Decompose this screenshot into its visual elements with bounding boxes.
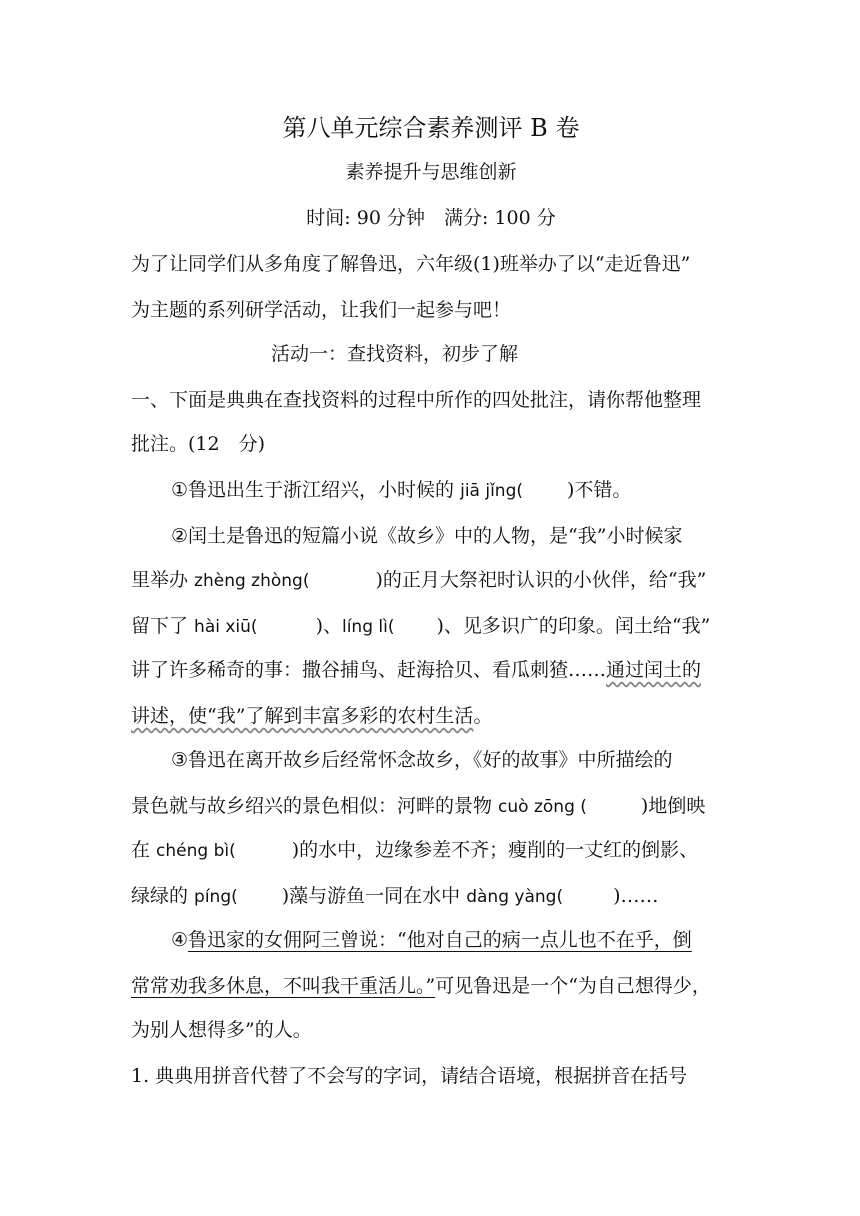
note-4-line-1 bbox=[171, 926, 731, 954]
intro-line-1: 为了让同学们从多角度了解鲁迅，六年级(1)班举办了以“走近鲁迅” bbox=[131, 253, 691, 275]
sub-question-1: 1. 典典用拼音代替了不会写的字词，请结合语境，根据拼音在括号 bbox=[131, 1065, 688, 1087]
wavy-underlined-text: 通过闰土的 bbox=[606, 659, 702, 681]
note-number: ④ bbox=[171, 929, 189, 951]
underlined-quote: 常常劝我多休息，不叫我干重活儿。” bbox=[131, 975, 436, 997]
pinyin: cuò zōng ( bbox=[498, 797, 587, 817]
pinyin: jiā jǐng( bbox=[460, 481, 524, 501]
activity-heading: 活动一：查找资料，初步了解 bbox=[271, 343, 519, 365]
note-2-line-3: 留下了 hài xiū( )、líng lì( )、见多识广的印象。闰土给“我” bbox=[131, 615, 711, 637]
note-4-line-3: 为别人想得多”的人。 bbox=[131, 1019, 312, 1041]
note-3-line-3: 在 chéng bì( )的水中，边缘参差不齐；瘦削的一丈红的倒影、 bbox=[131, 839, 699, 861]
page-title: 第八单元综合素养测评 B 卷 bbox=[282, 114, 580, 142]
note-3-line-4: 绿绿的 píng( )藻与游鱼一同在水中 dàng yàng( )…… bbox=[131, 885, 659, 907]
underlined-quote: 鲁迅家的女佣阿三曾说：“他对自己的病一点儿也不在乎，倒 bbox=[188, 929, 692, 951]
note-number: ③ bbox=[171, 749, 189, 771]
note-3-line-1: ③鲁迅在离开故乡后经常怀念故乡，《好的故事》中所描绘的 bbox=[171, 746, 731, 774]
wavy-underlined-text: 讲述，使“我”了解到丰富多彩的农村生活 bbox=[131, 705, 474, 727]
note-4-line-2: 常常劝我多休息，不叫我干重活儿。”可见鲁迅是一个“为自己想得少， bbox=[131, 975, 711, 997]
note-3-line-2: 景色就与故乡绍兴的景色相似：河畔的景物 cuò zōng ( )地倒映 bbox=[131, 795, 706, 817]
question-1-line-1: 一、下面是典典在查找资料的过程中所作的四处批注，请你帮他整理 bbox=[131, 389, 702, 411]
note-number: ② bbox=[171, 525, 189, 547]
page-subtitle: 素养提升与思维创新 bbox=[345, 161, 517, 183]
note-number: ① bbox=[171, 479, 189, 501]
pinyin: píng( bbox=[194, 887, 238, 907]
pinyin: zhèng zhòng( bbox=[194, 571, 310, 591]
pinyin: dàng yàng( bbox=[466, 887, 564, 907]
note-2-line-4: 讲了许多稀奇的事：撒谷捕鸟、赶海拾贝、看瓜刺猹……通过闰土的 bbox=[131, 659, 702, 681]
pinyin: hài xiū( bbox=[194, 617, 258, 637]
pinyin: líng lì( bbox=[341, 617, 395, 637]
intro-line-2: 为主题的系列研学活动，让我们一起参与吧！ bbox=[131, 299, 512, 321]
question-1-line-2: 批注。(12 分) bbox=[131, 433, 266, 455]
note-2-line-1: ②闰土是鲁迅的短篇小说《故乡》中的人物，是“我”小时候家 bbox=[171, 522, 731, 550]
pinyin: chéng bì( bbox=[156, 841, 236, 861]
note-2-line-2: 里举办 zhèng zhòng( )的正月大祭祀时认识的小伙伴，给“我” bbox=[131, 569, 707, 591]
note-1: ①鲁迅出生于浙江绍兴，小时候的 jiā jǐng( )不错。 bbox=[171, 476, 731, 505]
note-2-line-5: 讲述，使“我”了解到丰富多彩的农村生活。 bbox=[131, 705, 493, 727]
exam-meta: 时间: 90 分钟 满分: 100 分 bbox=[306, 207, 556, 229]
